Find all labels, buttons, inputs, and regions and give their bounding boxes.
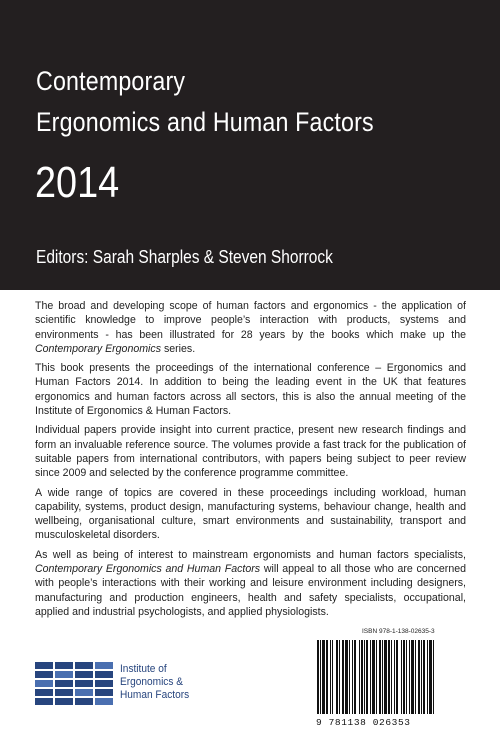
- title-line-2: Ergonomics and Human Factors: [36, 107, 374, 137]
- institute-logo-text: Institute of Ergonomics & Human Factors: [120, 663, 190, 701]
- editors-line: Editors: Sarah Sharples & Steven Shorrock: [36, 247, 333, 267]
- title-year: 2014: [35, 158, 120, 207]
- blurb-paragraph-4: A wide range of topics are covered in these proceedings including workload, human capability, systems, product design, manufacturing systems, behaviour change, health and wellbeing, organisational culture, smart environments and sustainability, transport and musculoskeletal disorders.: [35, 486, 466, 542]
- blurb: [35, 299, 466, 624]
- isbn-label: ISBN 978-1-138-02635-3: [362, 628, 435, 635]
- institute-logo-mark: [35, 662, 113, 706]
- title-line-1: Contemporary: [36, 66, 186, 96]
- blurb-paragraph-2: This book presents the proceedings of the international conference – Ergonomics and Human Factors 2014. In addition to being the leading event in the UK that features ergonomics and human factors across all sectors, this is also the annual meeting of the Institute of Ergonomics & Human Factors.: [35, 362, 466, 418]
- blurb-paragraph-1: The broad and developing scope of human factors and ergonomics - the application of scientific knowledge to improve people’s interaction with products, systems and environments - has been illustrated for 28 years by the books which make up the Contemporary Ergonomics series.: [35, 300, 466, 355]
- blurb-paragraph-3: Individual papers provide insight into current practice, present new research findings and form an invaluable reference source. The volumes provide a fast track for the publication of suitable papers from international contributors, with papers being subject to peer review since 2009 and selected by the conference programme committee.: [35, 424, 466, 480]
- barcode: [314, 638, 466, 716]
- blurb-paragraph-5: As well as being of interest to mainstream ergonomists and human factors specialists, Contemporary Ergonomics and Human Factors will appeal to all those who are concerned with people’s interactions with their working and leisure environment including designers, manufacturing and production engineers, health and safety specialists, occupational, applied and industrial psychologists, and applied physiologists.: [35, 548, 466, 618]
- cover-header: [0, 0, 500, 290]
- barcode-digits: 9 781138 026353: [316, 717, 411, 728]
